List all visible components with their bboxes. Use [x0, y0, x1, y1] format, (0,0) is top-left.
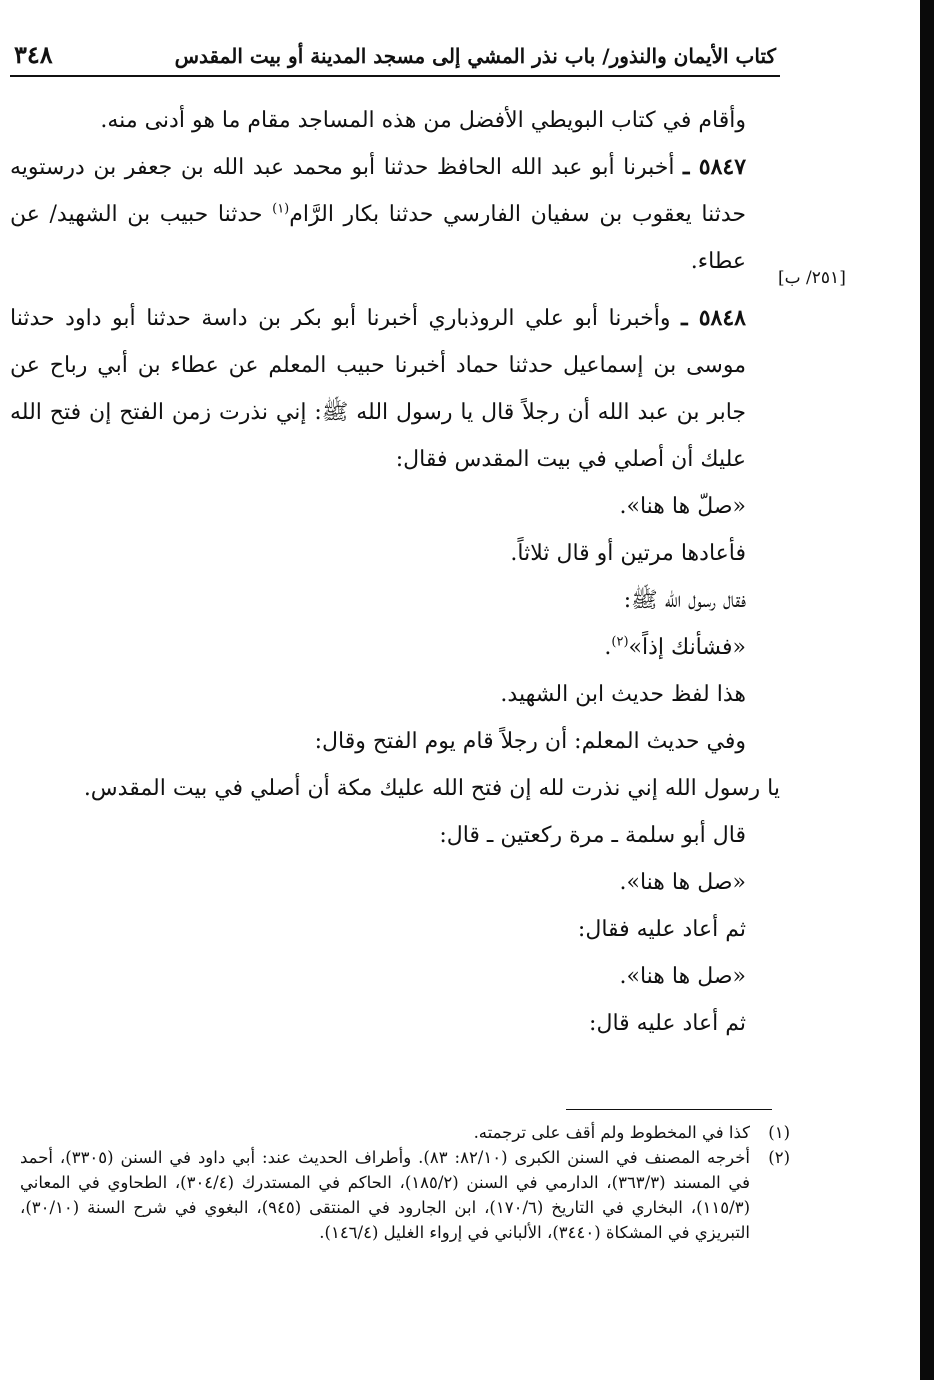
footnote-number: (٢): [768, 1148, 790, 1167]
footnote-number: (١): [768, 1123, 790, 1142]
scan-edge-bar: [920, 0, 934, 1380]
footnote-ref: (٢): [611, 634, 629, 650]
paragraph-intro: وأقام في كتاب البويطي الأفضل من هذه المساجد مقام ما هو أدنى منه.: [100, 108, 746, 133]
hadith-5848: [10, 295, 780, 483]
footnote-text: أخرجه المصنف في السنن الكبرى (٨٢/١٠: ٨٣). وأطراف الحديث عند: أبي داود في السنن (٣٣٠٥)، أحمد في المسند (٣٦٣/٣)، الدارمي في السنن (١٨٥/٢)، الحاكم في المستدرك (٣٠٤/٤)، الطحاوي في المعاني (١١٥/٣)، البخاري في التاريخ (١٧٠/٦)، ابن الجارود في المنتقى (٩٤٥)، البغوي في شرح السنة (٣٠/١٠)، التبريزي في المشكاة (٣٤٤٠)، الألباني في إرواء الغليل (١٤٦/٤).: [20, 1148, 751, 1242]
text-line: وفي حديث المعلم: أن رجلاً قام يوم الفتح وقال:: [314, 729, 746, 754]
footnote: [20, 1120, 790, 1145]
main-text: [10, 97, 780, 1047]
text-line: ثم أعاد عليه قال:: [589, 1011, 746, 1036]
hadith-text-cont: حدثنا حبيب بن الشهيد/ عن عطاء.: [10, 202, 746, 274]
text-line: «صلّ ها هنا».: [619, 494, 746, 519]
hadith-text: وأخبرنا أبو علي الروذباري أخبرنا أبو بكر بن داسة حدثنا أبو داود حدثنا موسى بن إسماعيل حدثنا حماد أخبرنا حبيب المعلم عن عطاء بن أبي رباح عن جابر بن عبد الله أن رجلاً قال يا رسول الله ﷺ: إني نذرت زمن الفتح إن فتح الله عليك أن أصلي في بيت المقدس فقال:: [10, 306, 746, 472]
text-line: «صل ها هنا».: [619, 964, 746, 989]
hadith-text: أخبرنا أبو عبد الله الحافظ حدثنا أبو محمد عبد الله بن جعفر بن درستويه حدثنا يعقوب بن سفيان الفارسي حدثنا بكار الرَّام: [10, 155, 746, 227]
text-line: فقال رسول الله ﷺ:: [623, 588, 746, 613]
manuscript-folio-ref: [٢٥١/ ب]: [778, 268, 846, 288]
quote-text: «فشأنك إذاً»: [628, 635, 746, 660]
text-line: ثم أعاد عليه فقال:: [577, 917, 746, 942]
footnote-ref: (١): [272, 201, 290, 217]
text-line: «صل ها هنا».: [619, 870, 746, 895]
footnote-divider: [566, 1109, 772, 1110]
footnote-text: كذا في المخطوط ولم أقف على ترجمته.: [473, 1123, 750, 1142]
page-number: ٣٤٨: [14, 40, 53, 69]
quote-end: .: [604, 635, 612, 660]
hadith-number: ٥٨٤٧ ـ: [683, 154, 747, 180]
running-title: كتاب الأيمان والنذور/ باب نذر المشي إلى مسجد المدينة أو بيت المقدس: [174, 44, 776, 68]
hadith-5847: [10, 144, 780, 285]
footnote: [20, 1145, 790, 1245]
running-header: [10, 40, 780, 77]
footnotes: [20, 1120, 790, 1245]
text-line: يا رسول الله إني نذرت لله إن فتح الله عليك مكة أن أصلي في بيت المقدس.: [83, 776, 780, 801]
text-line: قال أبو سلمة ـ مرة ركعتين ـ قال:: [439, 823, 746, 848]
book-page: [10, 40, 780, 1047]
hadith-number: ٥٨٤٨ ـ: [681, 305, 746, 331]
text-line: هذا لفظ حديث ابن الشهيد.: [500, 682, 746, 707]
text-line: [10, 624, 780, 671]
text-line: فأعادها مرتين أو قال ثلاثاً.: [510, 541, 746, 566]
